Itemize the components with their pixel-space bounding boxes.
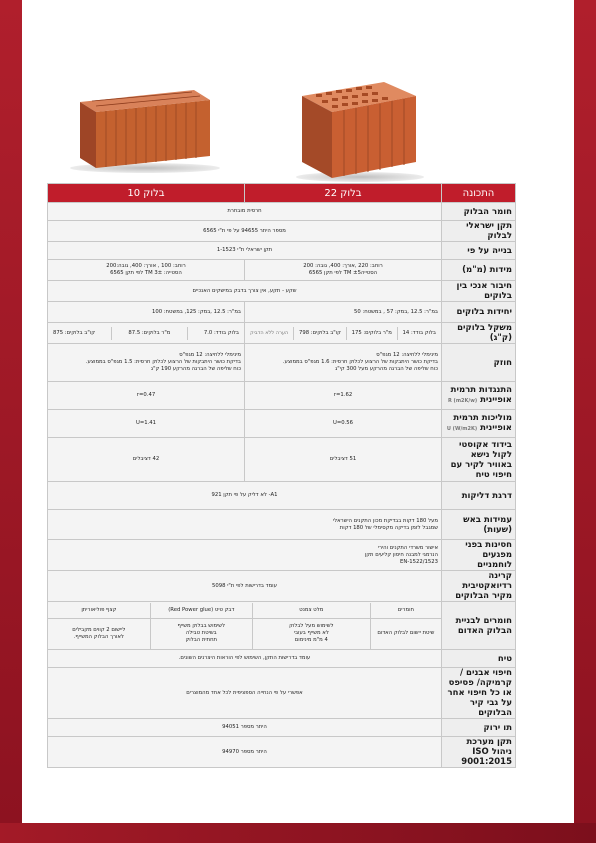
label-weight: משקל בלוקים (ק"ג) (442, 323, 516, 344)
strength-10-line3: כוח שליפה של הברגה מהרקע 190 ק"ג (150, 366, 241, 372)
row-radiation (48, 571, 516, 602)
row-material (48, 203, 516, 221)
row-flame (48, 482, 516, 510)
mat-d3-line3: תחתית הבלוק (185, 637, 218, 644)
thermal-r-unit: (m2K/w) R (447, 398, 478, 404)
mat-d3-line2: בשיטת טבילה (185, 630, 217, 637)
label-acoustic: בידוד אקוסטי לקול נישא באוויר לקיר עם חיפוי טיח (442, 438, 516, 482)
header-feature: התכונה (442, 184, 516, 203)
value-standard: מספר היתר 94655 על פי ת"י 6565 (48, 221, 442, 242)
label-thermal-u (442, 410, 516, 438)
table-header-row (48, 184, 516, 203)
mat-h4: קצף פוליאוריתן (48, 603, 150, 619)
mat-d4-line1: ליישום 2 קווים מקבילים (72, 626, 126, 633)
label-materials: חומרים לבניית הבלוק האדום (442, 602, 516, 650)
label-blast: חסינות בפני מפגעים לוחמניים (442, 540, 516, 571)
label-fire: עמידות באש (שעות) (442, 510, 516, 540)
fire-line2: שמגבל לזמן בדיקה מקסימלי של 180 דקות (339, 524, 438, 531)
mat-d2-line1: לשימוש מעל לבלוק (289, 623, 334, 630)
label-dims: מידות (מ"מ) (442, 260, 516, 281)
strength-22-line3: כוח שליפה של הברגה מהרקע מעל 300 קי"ג (335, 366, 438, 372)
row-connect (48, 281, 516, 302)
strength-22-line2: בדיקת כושר היתבקות של הרצוע לכלוק חרסית: 1.6 מגפ"ס בממוצע. (282, 359, 438, 365)
row-thermal-r (48, 382, 516, 410)
value-connect: שקע - תקע, אין צורך בדבק במישקים האנכיים (48, 281, 442, 302)
bottom-frame-bar (0, 823, 596, 843)
mat-d2-line3: 4 מ"מ מינימום (294, 637, 328, 644)
value-plaster: עומד בדרישות התקן, השימוש לפי הוראות היצרנים השונים. (48, 650, 442, 668)
value-strength-10 (48, 344, 245, 382)
spec-table (47, 183, 516, 768)
value-fire (48, 510, 442, 540)
value-thermal-u-10: U=1.41 (48, 410, 245, 438)
weight-22-single: בלוק בודד: 14 (402, 329, 436, 336)
strength-10-line2: בדיקת כושר היתבקות של הרצוע לכלוק חרסית: 1.5 מגפ"ס בממוצע. (85, 359, 241, 365)
dims-22-line1: רוחב: 220 ,אורך: 400, גובה: 200 (303, 263, 383, 269)
mat-d3 (150, 619, 252, 649)
right-frame-bar (574, 0, 596, 843)
mat-d2-line2: לא משייף בעובי (293, 630, 329, 637)
row-strength (48, 344, 516, 382)
label-material: חומר הבלוק (442, 203, 516, 221)
label-green: תו ירוק (442, 719, 516, 737)
label-thermal-r (442, 382, 516, 410)
block-22-image (298, 74, 418, 179)
weight-10-single: בלוק בודד: 7.0 (203, 329, 239, 336)
value-acoustic-10: 42 דציבלים (48, 438, 245, 482)
header-block-10: בלוק 10 (48, 184, 245, 203)
row-acoustic (48, 438, 516, 482)
mat-h2: מלט צמנט (252, 603, 370, 619)
value-units-10: במ"ר: 12.5 ,במק: 125, במשטח: 100 (48, 302, 245, 323)
mat-h3: דבק טיט (Red Power glue) (150, 603, 252, 619)
left-frame-bar (0, 0, 22, 843)
row-blast (48, 540, 516, 571)
value-materials (48, 602, 442, 650)
value-blast (48, 540, 442, 571)
blast-line2: הנרמגי למבנה חיסון קליעים תקן (364, 551, 438, 558)
weight-22-cbm: קו"ב בלוקים: 798 (298, 329, 341, 336)
strength-10-line1: מינימלי ללחיצה: 12 מגפ"ס (179, 352, 241, 358)
value-material: חרסית מובחרת (48, 203, 442, 221)
row-thermal-u (48, 410, 516, 438)
value-cladding: אפשרי על פי הנחייה הספציפית לכל אחד מהמוצרים (48, 668, 442, 719)
value-iso: היתר מספר 94970 (48, 737, 442, 768)
fire-line1: מעל 180 דקות בבדיקת מכון התקנים הישראלי (332, 517, 438, 524)
row-plaster (48, 650, 516, 668)
value-build: תקן ישראלי ת"י 1-1523 (48, 242, 442, 260)
row-weight (48, 323, 516, 344)
value-strength-22 (245, 344, 442, 382)
weight-10-cbm: קו"ב בלוקים: 875 (53, 329, 95, 336)
label-units: יחידות בלוקים (442, 302, 516, 323)
value-units-22: במ"ר: 12.5 ,במק: 57 , במשטח: 50 (245, 302, 442, 323)
label-standard: תקן ישראלי לבלוק (442, 221, 516, 242)
value-flame: A1- לא דליק על פי תקן 921 (48, 482, 442, 510)
value-thermal-u-22: U=0.56 (245, 410, 442, 438)
row-green (48, 719, 516, 737)
row-units (48, 302, 516, 323)
blast-line1: אישור משרדי התקנים והירי (377, 544, 438, 551)
header-block-22: בלוק 22 (245, 184, 442, 203)
weight-22-sqm: מ"ר בלוקים: 175 (351, 329, 392, 336)
label-connect: חיבור אנכי בין בלוקים (442, 281, 516, 302)
blast-line3: EN-1522/1523 (400, 558, 438, 565)
row-fire (48, 510, 516, 540)
thermal-r-title: התנגדות תרמית אופיינית (450, 385, 512, 405)
dims-22-line2: הסטייה±5 TM לפי תקן 6565 (308, 270, 378, 276)
weight-22-note: הערה ללא הדביק (250, 329, 289, 336)
label-plaster: טיח (442, 650, 516, 668)
thermal-u-unit: U (W/m2K) (446, 426, 478, 432)
materials-body-row (48, 619, 441, 649)
row-cladding (48, 668, 516, 719)
label-cladding: חיפוי אבנים / קרמיקה/ פסיפס או כל חיפוי אחר על גבי קיר הבלוקים (442, 668, 516, 719)
row-dims (48, 260, 516, 281)
materials-subtable (48, 603, 441, 649)
dims-10-line2: הסטייה: 3± TM לפי תקן 6565 (110, 270, 182, 276)
label-iso: תקן מערכת ניהול ISO 9001:2015 (442, 737, 516, 768)
value-acoustic-22: 51 דציבלים (245, 438, 442, 482)
value-dims-22 (245, 260, 442, 281)
mat-d1: שיטת יישום לבלוק האדום (370, 619, 441, 649)
label-strength: חוזק (442, 344, 516, 382)
value-thermal-r-10: r=0.47 (48, 382, 245, 410)
mat-d2 (252, 619, 370, 649)
strength-22-line1: מינימלי ללחיצה: 12 מגפ"ס (376, 352, 438, 358)
value-weight-10 (48, 323, 245, 344)
value-thermal-r-22: r=1.62 (245, 382, 442, 410)
mat-d3-line1: לשימוש בבלוק משייף (177, 623, 226, 630)
value-green: היתר מספר 94051 (48, 719, 442, 737)
row-materials (48, 602, 516, 650)
mat-d4-line2: לאורך הבלוק המשייף. (73, 633, 124, 640)
label-build: בנייה על פי (442, 242, 516, 260)
mat-h1: חומרים (370, 603, 441, 619)
value-radiation: עומד בדרישות לפי ת"י 5098 (48, 571, 442, 602)
thermal-u-title: מוליכות תרמית אופיינית (453, 413, 512, 433)
dims-10-line1: רוחב: 100 , אורך: 400, גובה:200 (106, 263, 186, 269)
value-weight-22 (245, 323, 442, 344)
row-iso (48, 737, 516, 768)
mat-d4 (48, 619, 150, 649)
label-flame: דרגת דליקות (442, 482, 516, 510)
materials-head-row (48, 603, 441, 619)
label-radiation: קרינה רדיואקטיבית מקיר הבלוקים (442, 571, 516, 602)
weight-10-sqm: מ"ר בלוקים: 87.5 (128, 329, 171, 336)
block-10-image (72, 84, 212, 168)
row-standard (48, 221, 516, 242)
row-build (48, 242, 516, 260)
value-dims-10 (48, 260, 245, 281)
